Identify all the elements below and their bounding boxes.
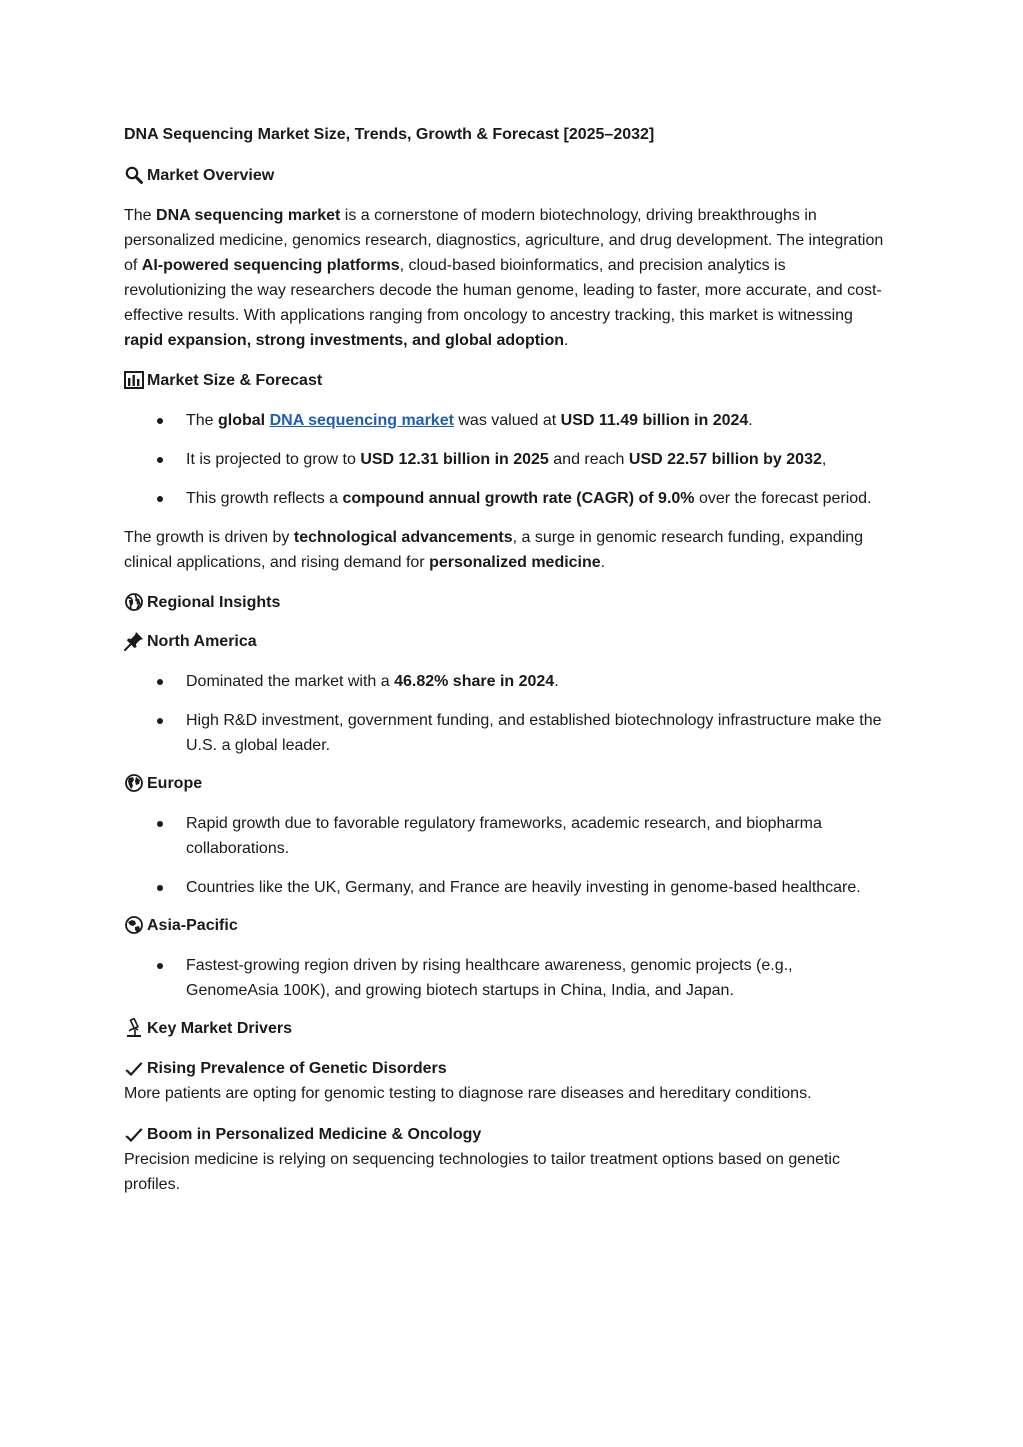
section-heading-regional bbox=[124, 591, 889, 613]
section-heading-drivers bbox=[124, 1017, 889, 1039]
growth-paragraph: The growth is driven by technological advancements, a surge in genomic research funding, expanding clinical applications, and rising demand for personalized medicine. bbox=[124, 529, 864, 571]
list-item: Countries like the UK, Germany, and France are heavily investing in genome-based healthcare. bbox=[124, 875, 889, 900]
document-title: DNA Sequencing Market Size, Trends, Growth & Forecast [2025–2032] bbox=[124, 126, 655, 143]
driver-item bbox=[124, 1122, 889, 1197]
driver-title-label: Boom in Personalized Medicine & Oncology bbox=[147, 1126, 482, 1143]
section-heading-label: Asia-Pacific bbox=[147, 916, 238, 934]
list-item: It is projected to grow to USD 12.31 billion in 2025 and reach USD 22.57 billion by 2032, bbox=[124, 447, 889, 472]
north-america-bullet-list bbox=[124, 669, 889, 758]
driver-text: Precision medicine is relying on sequencing technologies to tailor treatment options based on genetic profiles. bbox=[124, 1151, 840, 1193]
list-item: Dominated the market with a 46.82% share in 2024. bbox=[124, 669, 889, 694]
magnifier-icon bbox=[124, 165, 144, 185]
driver-item bbox=[124, 1056, 889, 1106]
list-item: The global DNA sequencing market was valued at USD 11.49 billion in 2024. bbox=[124, 408, 889, 433]
section-heading-label: Regional Insights bbox=[147, 593, 281, 611]
section-heading-label: Europe bbox=[147, 774, 203, 792]
section-heading-label: Market Size & Forecast bbox=[147, 371, 323, 389]
section-heading-asia-pacific bbox=[124, 914, 889, 936]
document-page bbox=[124, 124, 889, 1213]
checkmark-icon bbox=[124, 1059, 144, 1079]
globe-icon bbox=[124, 915, 144, 935]
microscope-icon bbox=[124, 1018, 144, 1038]
section-heading-europe bbox=[124, 772, 889, 794]
pushpin-icon bbox=[124, 631, 144, 651]
section-heading-label: North America bbox=[147, 632, 257, 650]
section-heading-label: Market Overview bbox=[147, 166, 275, 184]
driver-title-label: Rising Prevalence of Genetic Disorders bbox=[147, 1060, 447, 1077]
asia-pacific-bullet-list bbox=[124, 953, 889, 1003]
driver-title bbox=[124, 1122, 889, 1147]
driver-text: More patients are opting for genomic testing to diagnose rare diseases and hereditary conditions. bbox=[124, 1085, 812, 1102]
globe-icon bbox=[124, 592, 144, 612]
section-heading-size bbox=[124, 369, 889, 391]
globe-icon bbox=[124, 773, 144, 793]
section-heading-overview bbox=[124, 164, 889, 186]
dna-sequencing-market-link[interactable]: DNA sequencing market bbox=[269, 412, 454, 429]
size-bullet-list bbox=[124, 408, 889, 511]
europe-bullet-list bbox=[124, 811, 889, 900]
checkmark-icon bbox=[124, 1125, 144, 1145]
section-heading-north-america bbox=[124, 630, 889, 652]
section-heading-label: Key Market Drivers bbox=[147, 1019, 292, 1037]
list-item: High R&D investment, government funding, and established biotechnology infrastructure make the U.S. a global leader. bbox=[124, 708, 889, 758]
driver-title bbox=[124, 1056, 889, 1081]
list-item: This growth reflects a compound annual growth rate (CAGR) of 9.0% over the forecast period. bbox=[124, 486, 889, 511]
overview-paragraph: The DNA sequencing market is a cornerstone of modern biotechnology, driving breakthroughs in personalized medicine, genomics research, diagnostics, agriculture, and drug development. The integration of AI-powered sequencing platforms, cloud-based bioinformatics, and precision analytics is revolutionizing the way researchers decode the human genome, leading to faster, more accurate, and cost-effective results. With applications ranging from oncology to ancestry tracking, this market is witnessing rapid expansion, strong investments, and global adoption. bbox=[124, 207, 884, 349]
list-item: Fastest-growing region driven by rising healthcare awareness, genomic projects (e.g., GenomeAsia 100K), and growing biotech startups in China, India, and Japan. bbox=[124, 953, 889, 1003]
bar-chart-icon bbox=[124, 370, 144, 390]
list-item: Rapid growth due to favorable regulatory frameworks, academic research, and biopharma collaborations. bbox=[124, 811, 889, 861]
